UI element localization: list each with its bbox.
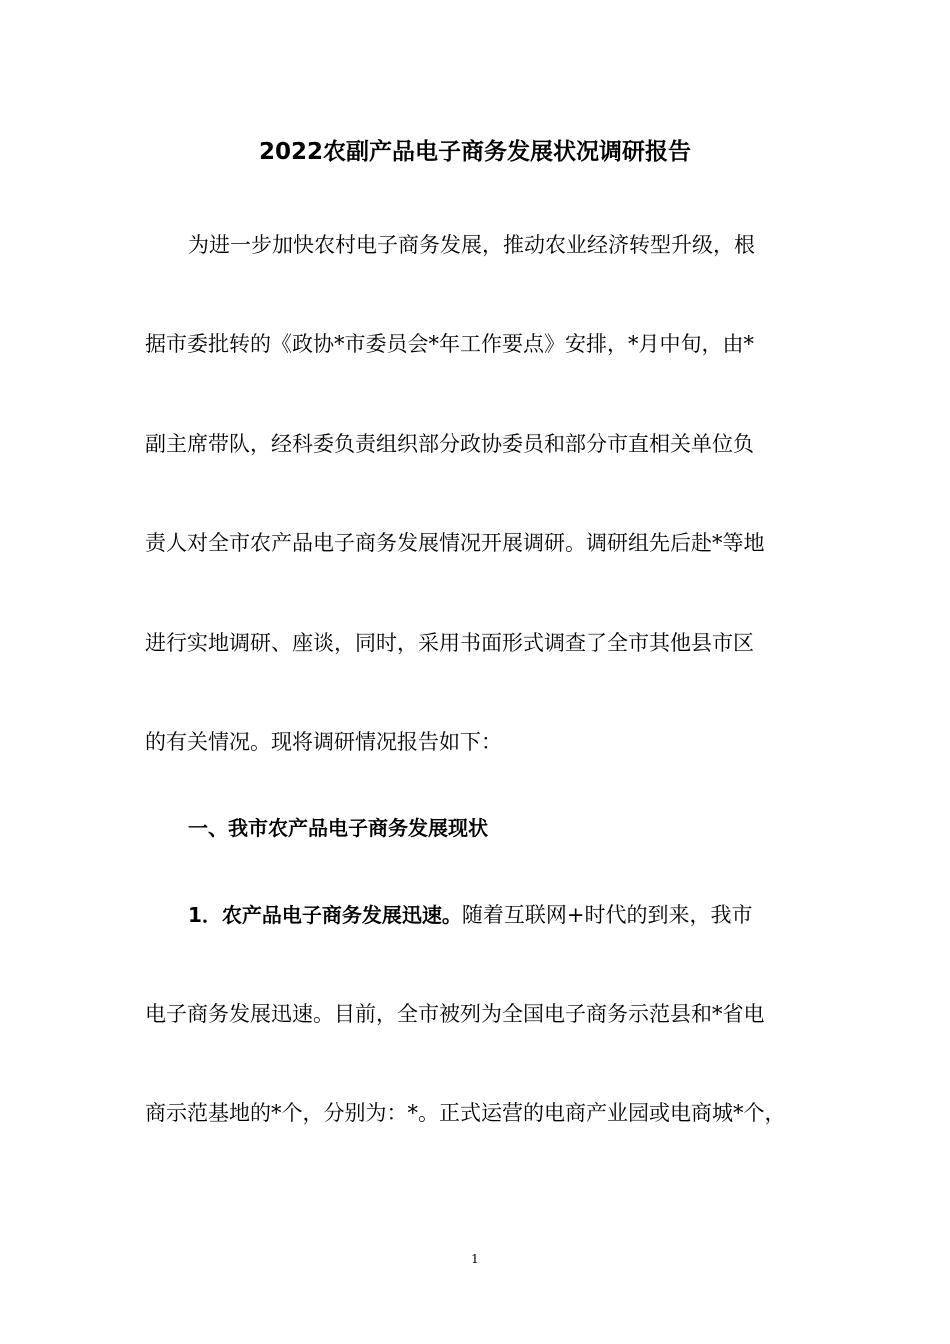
- paragraph-line: 为进一步加快农村电子商务发展，推动农业经济转型升级，根: [188, 233, 755, 257]
- document-title: 2022农副产品电子商务发展状况调研报告: [258, 139, 691, 165]
- paragraph-line: 据市委批转的《政协*市委员会*年工作要点》安排，*月中旬，由*: [145, 332, 754, 356]
- list-item-line: [188, 900, 810, 930]
- paragraph-line: 商示范基地的*个，分别为：*。正式运营的电商产业园或电商城*个，: [145, 1101, 786, 1125]
- paragraph-line: 责人对全市农产品电子商务发展情况开展调研。调研组先后赴*等地: [145, 531, 765, 555]
- paragraph-line: 副主席带队，经科委负责组织部分政协委员和部分市直相关单位负: [145, 432, 754, 456]
- paragraph-line: 电子商务发展迅速。目前，全市被列为全国电子商务示范县和*省电: [145, 1002, 765, 1026]
- paragraph-line: 进行实地调研、座谈，同时，采用书面形式调查了全市其他县市区: [145, 631, 754, 655]
- paragraph-line: 的有关情况。现将调研情况报告如下：: [145, 730, 502, 754]
- item-lead: 1．农产品电子商务发展迅速。: [188, 903, 462, 927]
- page-number: 1: [471, 1252, 479, 1266]
- section-heading: 一、我市农产品电子商务发展现状: [188, 816, 488, 840]
- item-text: 随着互联网+时代的到来，我市: [461, 903, 753, 927]
